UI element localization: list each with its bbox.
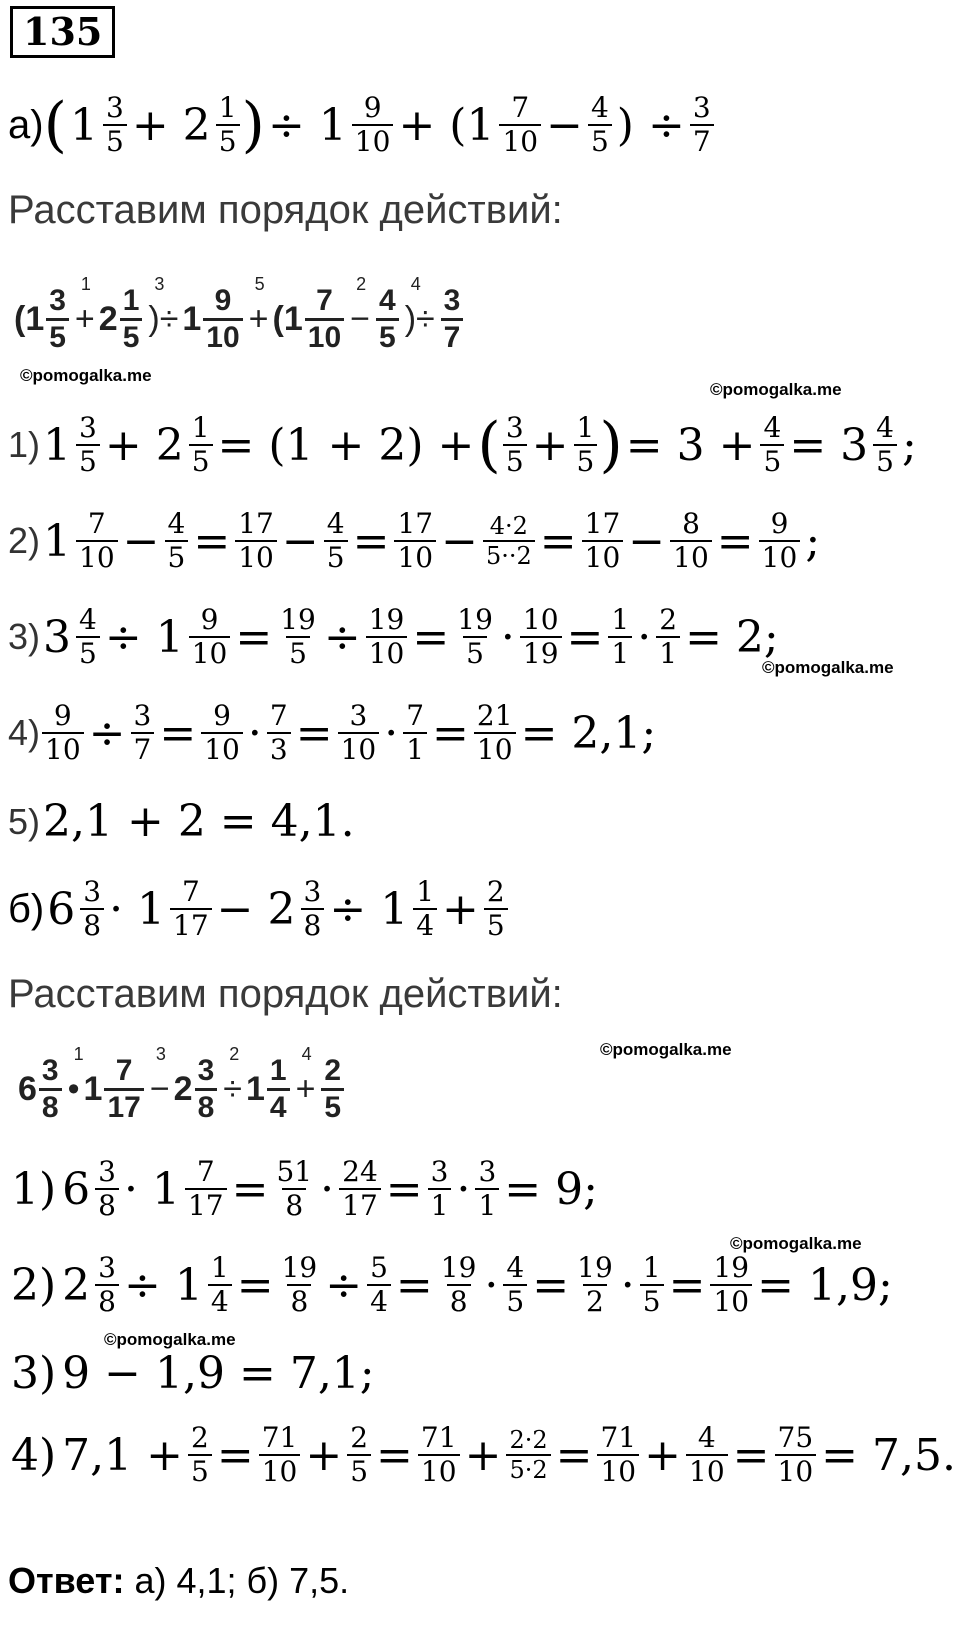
a-step-1: 1) 1 $\frac{3}{5}$ + 2 $\frac{1}{5}$ = (1 + 2) + ( $\frac{3}{5}$ + $\frac{1}{5}$ ) = 3 + $\frac{4}{5}$ = 3 $\frac{4}{5}$ ;: [8, 410, 917, 480]
watermark-4: ©pomogalka.me: [600, 1040, 732, 1059]
watermark-5: ©pomogalka.me: [730, 1234, 862, 1253]
part-a-label: а): [8, 102, 44, 147]
part-b-label: б): [8, 886, 45, 931]
answer-text: а) 4,1; б) 7,5.: [124, 1560, 350, 1601]
watermark-2: ©pomogalka.me: [710, 380, 842, 399]
part-b-order-image: 6 $\frac{3}{8}$ • 1 1 $\frac{7}{17}$ − 3 2 $\frac{3}{8}$ ÷ 2 1 $\frac{1}{4}$ + 4 $\frac{2}{5}$: [18, 1054, 346, 1125]
a-step-5: 5) 2,1 + 2 = 4,1.: [8, 796, 355, 847]
b-step-2: 2) 2 $\frac{3}{8}$ ÷ 1 $\frac{1}{4}$ = $\frac{19}{8}$ ÷ $\frac{5}{4}$ = $\frac{19}{8}$ · $\frac{4}{5}$ = $\frac{19}{2}$ · $\frac{1}{5}$ = $\frac{19}{10}$ = 1,9;: [11, 1251, 893, 1318]
answer-label: Ответ:: [8, 1560, 125, 1601]
order-heading-a: Расставим порядок действий:: [8, 188, 563, 232]
watermark-1: ©pomogalka.me: [20, 366, 152, 385]
watermark-3: ©pomogalka.me: [762, 658, 894, 677]
problem-number: 135: [10, 6, 115, 58]
a-step-2: 2) 1 $\frac{7}{10}$ − $\frac{4}{5}$ = $\frac{17}{10}$ − $\frac{4}{5}$ = $\frac{17}{10}$ − $\frac{4\cdot 2}{5\cdot\cdot 2}$ = $\frac{17}{10}$ − $\frac{8}{10}$ = $\frac{9}{10}$ ;: [8, 507, 821, 574]
b-step-3: 3) 9 − 1,9 = 7,1;: [11, 1348, 375, 1399]
watermark-6: ©pomogalka.me: [104, 1330, 236, 1349]
a-step-4: 4) $\frac{9}{10}$ ÷ $\frac{3}{7}$ = $\frac{9}{10}$ · $\frac{7}{3}$ = $\frac{3}{10}$ · $\frac{7}{1}$ = $\frac{21}{10}$ = 2,1;: [8, 699, 657, 766]
b-step-4: 4) 7,1 + $\frac{2}{5}$ = $\frac{71}{10}$ + $\frac{2}{5}$ = $\frac{71}{10}$ + $\frac{2\cdot 2}{5\cdot 2}$ = $\frac{71}{10}$ + $\frac{4}{10}$ = $\frac{75}{10}$ = 7,5.: [11, 1421, 956, 1488]
order-heading-b: Расставим порядок действий:: [8, 972, 563, 1016]
part-a-order-image: (1 $\frac{3}{5}$ + 1 2 $\frac{1}{5}$ )÷ 3 1 $\frac{9}{10}$ + 5 (1 $\frac{7}{10}$ − 2 $\frac{4}{5}$ )÷ 4 $\frac{3}{7}$: [14, 284, 465, 355]
part-a-expression: а) ( 1 $\frac{3}{5}$ + 2 $\frac{1}{5}$ ) ÷ 1 $\frac{9}{10}$ + (1 $\frac{7}{10}$ − $\frac{4}{5}$ ) ÷ $\frac{3}{7}$: [8, 92, 716, 158]
answer-line: [8, 1560, 349, 1602]
part-b-expression: б) 6 $\frac{3}{8}$ · 1 $\frac{7}{17}$ − 2 $\frac{3}{8}$ ÷ 1 $\frac{1}{4}$ + $\frac{2}{5}$: [8, 876, 510, 942]
b-step-1: 1) 6 $\frac{3}{8}$ · 1 $\frac{7}{17}$ = $\frac{51}{8}$ · $\frac{24}{17}$ = $\frac{3}{1}$ · $\frac{3}{1}$ = 9;: [11, 1155, 598, 1222]
a-step-3: 3) 3 $\frac{4}{5}$ ÷ 1 $\frac{9}{10}$ = $\frac{19}{5}$ ÷ $\frac{19}{10}$ = $\frac{19}{5}$ · $\frac{10}{19}$ = $\frac{1}{1}$ · $\frac{2}{1}$ = 2;: [8, 603, 779, 670]
